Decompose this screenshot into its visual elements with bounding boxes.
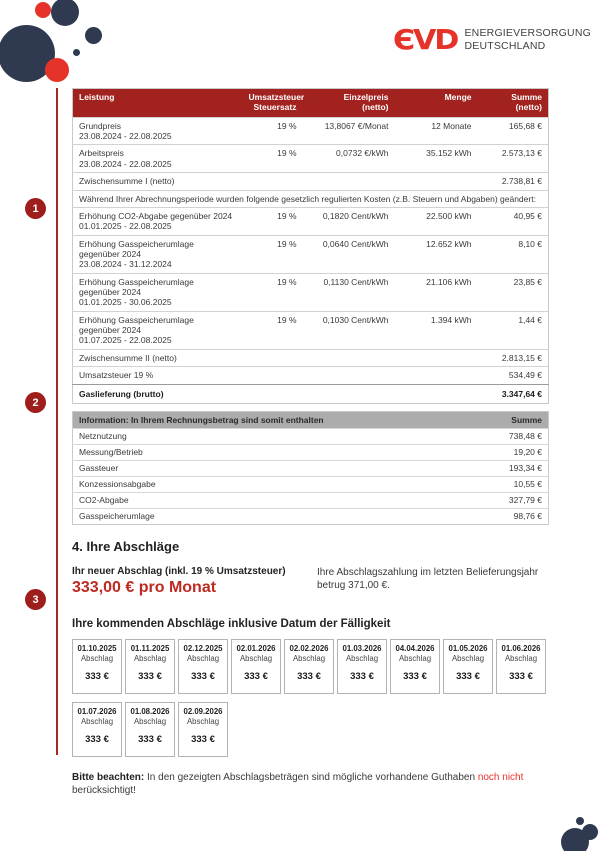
- service-period: 23.08.2024 - 22.08.2025: [79, 158, 172, 169]
- installment-box: [231, 639, 281, 694]
- new-abschlag: [72, 566, 317, 597]
- cell-sum: 23,85 €: [478, 273, 549, 311]
- col-leistung: Leistung: [73, 89, 243, 118]
- installment-label: Abschlag: [80, 716, 114, 726]
- cost-table: [72, 88, 549, 404]
- decor-circle-br-large: [561, 828, 589, 851]
- installment-label: Abschlag: [451, 653, 485, 663]
- company-name-line1: ENERGIEVERSORGUNG: [464, 27, 591, 40]
- installment-date: 01.06.2026: [501, 643, 541, 653]
- installment-label: Abschlag: [504, 653, 538, 663]
- installment-amount: 333 €: [350, 670, 374, 682]
- installment-box: [125, 639, 175, 694]
- table-row: [73, 476, 549, 492]
- company-logo: [393, 23, 591, 56]
- installment-amount: 333 €: [191, 670, 215, 682]
- installment-label: Abschlag: [186, 716, 220, 726]
- margin-marker-1: 1: [25, 198, 46, 219]
- total-row: [73, 384, 549, 403]
- cell-price: 0,1820 Cent/kWh: [303, 207, 395, 235]
- regulated-note: Während Ihrer Abrechnungsperiode wurden folgende gesetzlich regulierten Kosten (z.B. Steuern und Abgaben) geändert:: [73, 190, 549, 207]
- col-summe: Summe (netto): [478, 89, 549, 118]
- included-label: Konzessionsabgabe: [73, 476, 453, 492]
- cell-tax: 19 %: [243, 273, 303, 311]
- regulated-note-row: [73, 190, 549, 207]
- included-table-header: [73, 411, 549, 428]
- cell-tax: 19 %: [243, 207, 303, 235]
- cell-sum: 165,68 €: [478, 117, 549, 145]
- margin-marker-2: 2: [25, 392, 46, 413]
- service-period: 01.07.2025 - 22.08.2025: [79, 335, 172, 346]
- installment-date: 01.11.2025: [130, 643, 170, 653]
- installment-box: [496, 639, 546, 694]
- installment-date: 04.04.2026: [395, 643, 435, 653]
- cell-sum: 2.573,13 €: [478, 145, 549, 173]
- installment-box: [72, 639, 122, 694]
- vat-label: Umsatzsteuer 19 %: [73, 367, 478, 384]
- previous-abschlag-info: Ihre Abschlagszahlung im letzten Belieferungsjahr betrug 371,00 €.: [317, 566, 539, 591]
- installment-amount: 333 €: [191, 733, 215, 745]
- included-amounts-table: [72, 411, 549, 525]
- cell-price: 0,0732 €/kWh: [303, 145, 395, 173]
- installment-label: Abschlag: [239, 653, 273, 663]
- installment-amount: 333 €: [509, 670, 533, 682]
- installment-box: [390, 639, 440, 694]
- col-menge: Menge: [395, 89, 478, 118]
- company-name: [464, 27, 591, 52]
- table-row: [73, 460, 549, 476]
- cell-service: Arbeitspreis 23.08.2024 - 22.08.2025: [73, 145, 243, 173]
- service-period: 01.01.2025 - 30.06.2025: [79, 297, 172, 308]
- cell-qty: 12 Monate: [395, 117, 478, 145]
- decor-circle-red-small: [35, 2, 51, 18]
- col-steuersatz: Umsatzsteuer Steuersatz: [243, 89, 303, 118]
- cell-tax: 19 %: [243, 145, 303, 173]
- cell-service: Erhöhung Gasspeicherumlage gegenüber 2024 01.01.2025 - 30.06.2025: [73, 273, 243, 311]
- cell-qty: 35.152 kWh: [395, 145, 478, 173]
- cell-qty: 1.394 kWh: [395, 311, 478, 349]
- installment-date: 01.07.2026: [77, 706, 117, 716]
- installment-label: Abschlag: [133, 716, 167, 726]
- subtotal2-row: [73, 349, 549, 366]
- table-row: [73, 428, 549, 444]
- cell-service: Erhöhung CO2-Abgabe gegenüber 2024 01.01.2025 - 22.08.2025: [73, 207, 243, 235]
- cell-price: 13,8067 €/Monat: [303, 117, 395, 145]
- table-row: [73, 311, 549, 349]
- included-label: Netznutzung: [73, 428, 453, 444]
- installment-grid: [72, 639, 552, 765]
- cell-price: 0,1030 Cent/kWh: [303, 311, 395, 349]
- cell-qty: 12.652 kWh: [395, 235, 478, 273]
- included-header-label: Information: In Ihrem Rechnungsbetrag sind somit enthalten: [73, 411, 453, 428]
- vat-sum: 534,49 €: [478, 367, 549, 384]
- table-row: [73, 207, 549, 235]
- subtotal2-sum: 2.813,15 €: [478, 349, 549, 366]
- notice-warning: noch nicht: [477, 771, 524, 783]
- cell-tax: 19 %: [243, 311, 303, 349]
- installment-date: 01.08.2026: [130, 706, 170, 716]
- service-period: 23.08.2024 - 31.12.2024: [79, 259, 172, 270]
- included-sum: 19,20 €: [453, 444, 549, 460]
- included-sum: 98,76 €: [453, 508, 549, 524]
- table-row: [73, 145, 549, 173]
- cell-sum: 8,10 €: [478, 235, 549, 273]
- section-title: 4. Ihre Abschläge: [72, 538, 180, 554]
- installment-box: [178, 702, 228, 757]
- cell-tax: 19 %: [243, 117, 303, 145]
- installment-label: Abschlag: [345, 653, 379, 663]
- notice-bold: Bitte beachten:: [72, 771, 145, 783]
- table-row: [73, 508, 549, 524]
- installment-amount: 333 €: [403, 670, 427, 682]
- subtotal1-sum: 2.738,81 €: [478, 173, 549, 190]
- new-abschlag-label: Ihr neuer Abschlag (inkl. 19 % Umsatzsteuer): [72, 565, 286, 577]
- table-row: [73, 492, 549, 508]
- installment-amount: 333 €: [456, 670, 480, 682]
- installment-date: 02.09.2026: [183, 706, 223, 716]
- service-period: 23.08.2024 - 22.08.2025: [79, 131, 172, 142]
- included-header-sum: Summe: [453, 411, 549, 428]
- included-sum: 327,79 €: [453, 492, 549, 508]
- cell-qty: 21.106 kWh: [395, 273, 478, 311]
- table-row: [73, 235, 549, 273]
- included-sum: 738,48 €: [453, 428, 549, 444]
- installment-date: 02.02.2026: [289, 643, 329, 653]
- evd-logo-icon: ЄVD: [393, 23, 458, 56]
- installment-amount: 333 €: [244, 670, 268, 682]
- subtotal1-row: [73, 173, 549, 190]
- cell-service: Erhöhung Gasspeicherumlage gegenüber 2024 23.08.2024 - 31.12.2024: [73, 235, 243, 273]
- cell-service: Erhöhung Gasspeicherumlage gegenüber 2024 01.07.2025 - 22.08.2025: [73, 311, 243, 349]
- new-abschlag-amount: 333,00 € pro Monat: [72, 578, 217, 596]
- notice: [72, 771, 548, 798]
- included-label: CO2-Abgabe: [73, 492, 453, 508]
- decor-circle-navy-mid: [85, 27, 102, 44]
- cost-table-header: [73, 89, 549, 118]
- margin-rule: [56, 88, 58, 755]
- installment-box: [337, 639, 387, 694]
- installment-amount: 333 €: [297, 670, 321, 682]
- included-label: Gasspeicherumlage: [73, 508, 453, 524]
- upcoming-title: Ihre kommenden Abschläge inklusive Datum der Fälligkeit: [72, 617, 391, 630]
- installment-label: Abschlag: [80, 653, 114, 663]
- cell-service: Grundpreis 23.08.2024 - 22.08.2025: [73, 117, 243, 145]
- installment-box: [284, 639, 334, 694]
- included-sum: 193,34 €: [453, 460, 549, 476]
- table-row: [73, 444, 549, 460]
- decor-circle-red-large: [45, 58, 69, 82]
- cell-tax: 19 %: [243, 235, 303, 273]
- decor-circle-br-dot: [576, 817, 584, 825]
- installment-amount: 333 €: [85, 670, 109, 682]
- cell-price: 0,1130 Cent/kWh: [303, 273, 395, 311]
- decor-circle-navy-top: [51, 0, 79, 26]
- included-label: Gassteuer: [73, 460, 453, 476]
- installment-date: 01.03.2026: [342, 643, 382, 653]
- vat-row: [73, 367, 549, 384]
- installment-box: [178, 639, 228, 694]
- col-einzelpreis: Einzelpreis (netto): [303, 89, 395, 118]
- invoice-content: [72, 88, 548, 798]
- table-row: [73, 273, 549, 311]
- subtotal1-label: Zwischensumme I (netto): [73, 173, 478, 190]
- company-name-line2: DEUTSCHLAND: [464, 40, 546, 52]
- installment-box: [443, 639, 493, 694]
- total-sum: 3.347,64 €: [478, 384, 549, 403]
- installment-date: 01.10.2025: [77, 643, 117, 653]
- installment-amount: 333 €: [138, 733, 162, 745]
- included-label: Messung/Betrieb: [73, 444, 453, 460]
- installment-date: 02.01.2026: [236, 643, 276, 653]
- service-period: 01.01.2025 - 22.08.2025: [79, 221, 172, 232]
- total-label: Gaslieferung (brutto): [73, 384, 478, 403]
- decor-circle-navy-dot: [73, 49, 80, 56]
- table-row: [73, 117, 549, 145]
- cell-sum: 1,44 €: [478, 311, 549, 349]
- installment-label: Abschlag: [398, 653, 432, 663]
- installment-amount: 333 €: [138, 670, 162, 682]
- installment-box: [125, 702, 175, 757]
- installment-label: Abschlag: [186, 653, 220, 663]
- subtotal2-label: Zwischensumme II (netto): [73, 349, 478, 366]
- installment-label: Abschlag: [133, 653, 167, 663]
- abschlag-summary: [72, 566, 548, 597]
- cell-sum: 40,95 €: [478, 207, 549, 235]
- installment-date: 01.05.2026: [448, 643, 488, 653]
- installment-date: 02.12.2025: [183, 643, 223, 653]
- cell-qty: 22.500 kWh: [395, 207, 478, 235]
- notice-text: In den gezeigten Abschlagsbeträgen sind mögliche vorhandene Guthaben: [144, 771, 478, 783]
- installment-box: [72, 702, 122, 757]
- installment-amount: 333 €: [85, 733, 109, 745]
- margin-marker-3: 3: [25, 589, 46, 610]
- included-sum: 10,55 €: [453, 476, 549, 492]
- cell-price: 0,0640 Cent/kWh: [303, 235, 395, 273]
- notice-tail: berücksichtigt!: [72, 785, 136, 797]
- installment-label: Abschlag: [292, 653, 326, 663]
